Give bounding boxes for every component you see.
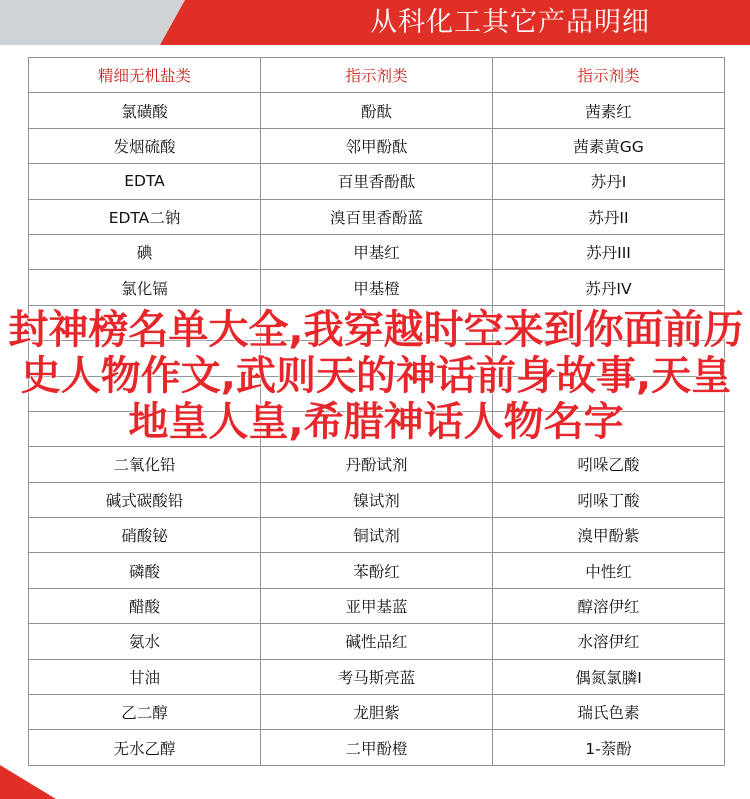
table-cell: 碘 xyxy=(29,234,261,269)
table-cell: 龙胆紫 xyxy=(261,695,493,730)
table-cell: 丹酚试剂 xyxy=(261,447,493,482)
table-cell: 瑞氏色素 xyxy=(493,695,725,730)
table-cell: EDTA xyxy=(29,164,261,199)
table-row xyxy=(29,518,725,553)
table-row xyxy=(29,447,725,482)
table-cell: 铜试剂 xyxy=(261,518,493,553)
table-cell: 1-萘酚 xyxy=(493,730,725,765)
table-cell: 甲基橙 xyxy=(261,270,493,305)
table-cell: 苏丹IV xyxy=(493,270,725,305)
table-row xyxy=(29,624,725,659)
table-row xyxy=(29,659,725,694)
table-cell: 二氧化铅 xyxy=(29,447,261,482)
table-row xyxy=(29,553,725,588)
table-cell: 硝酸铋 xyxy=(29,518,261,553)
table-cell: 水溶伊红 xyxy=(493,624,725,659)
column-header: 精细无机盐类 xyxy=(29,58,261,93)
table-cell: 二甲酚橙 xyxy=(261,730,493,765)
table-cell: 茜素红 xyxy=(493,93,725,128)
table-cell: 邻甲酚酞 xyxy=(261,128,493,163)
overlay-headline: 封神榜名单大全,我穿越时空来到你面前历史人物作文,武则天的神话前身故事,天皇地皇人皇,希腊神话人物名字 xyxy=(8,307,744,445)
table-cell: 醇溶伊红 xyxy=(493,588,725,623)
table-cell: 考马斯亮蓝 xyxy=(261,659,493,694)
table-cell: 中性红 xyxy=(493,553,725,588)
table-row xyxy=(29,164,725,199)
table-cell: 醋酸 xyxy=(29,588,261,623)
table-cell: 氨水 xyxy=(29,624,261,659)
table-cell: 无水乙醇 xyxy=(29,730,261,765)
table-cell: 溴百里香酚蓝 xyxy=(261,199,493,234)
column-header: 指示剂类 xyxy=(261,58,493,93)
table-cell: 磷酸 xyxy=(29,553,261,588)
table-row xyxy=(29,730,725,765)
table-header-row xyxy=(29,58,725,93)
table-cell: 苯酚红 xyxy=(261,553,493,588)
table-cell: 甲基红 xyxy=(261,234,493,269)
table-cell: 吲哚乙酸 xyxy=(493,447,725,482)
table-cell: 碱性品红 xyxy=(261,624,493,659)
table-cell: 溴甲酚紫 xyxy=(493,518,725,553)
table-cell: 氯磺酸 xyxy=(29,93,261,128)
table-cell: 氯化镉 xyxy=(29,270,261,305)
table-cell: 吲哚丁酸 xyxy=(493,482,725,517)
table-row xyxy=(29,234,725,269)
table-cell: EDTA二钠 xyxy=(29,199,261,234)
table-cell: 偶氮氯膦I xyxy=(493,659,725,694)
table-row xyxy=(29,128,725,163)
corner-decoration xyxy=(0,765,56,799)
table-cell: 碱式碳酸铅 xyxy=(29,482,261,517)
table-cell: 镍试剂 xyxy=(261,482,493,517)
column-header: 指示剂类 xyxy=(493,58,725,93)
table-row xyxy=(29,199,725,234)
table-row xyxy=(29,695,725,730)
table-cell: 甘油 xyxy=(29,659,261,694)
table-row xyxy=(29,93,725,128)
page-title: 从科化工其它产品明细 xyxy=(370,7,650,38)
table-cell: 百里香酚酞 xyxy=(261,164,493,199)
table-cell: 发烟硫酸 xyxy=(29,128,261,163)
table-cell: 苏丹III xyxy=(493,234,725,269)
table-row xyxy=(29,482,725,517)
table-row xyxy=(29,588,725,623)
table-cell: 亚甲基蓝 xyxy=(261,588,493,623)
table-cell: 苏丹I xyxy=(493,164,725,199)
table-cell: 茜素黄GG xyxy=(493,128,725,163)
table-cell: 苏丹II xyxy=(493,199,725,234)
table-cell: 酚酞 xyxy=(261,93,493,128)
table-cell: 乙二醇 xyxy=(29,695,261,730)
table-row xyxy=(29,270,725,305)
